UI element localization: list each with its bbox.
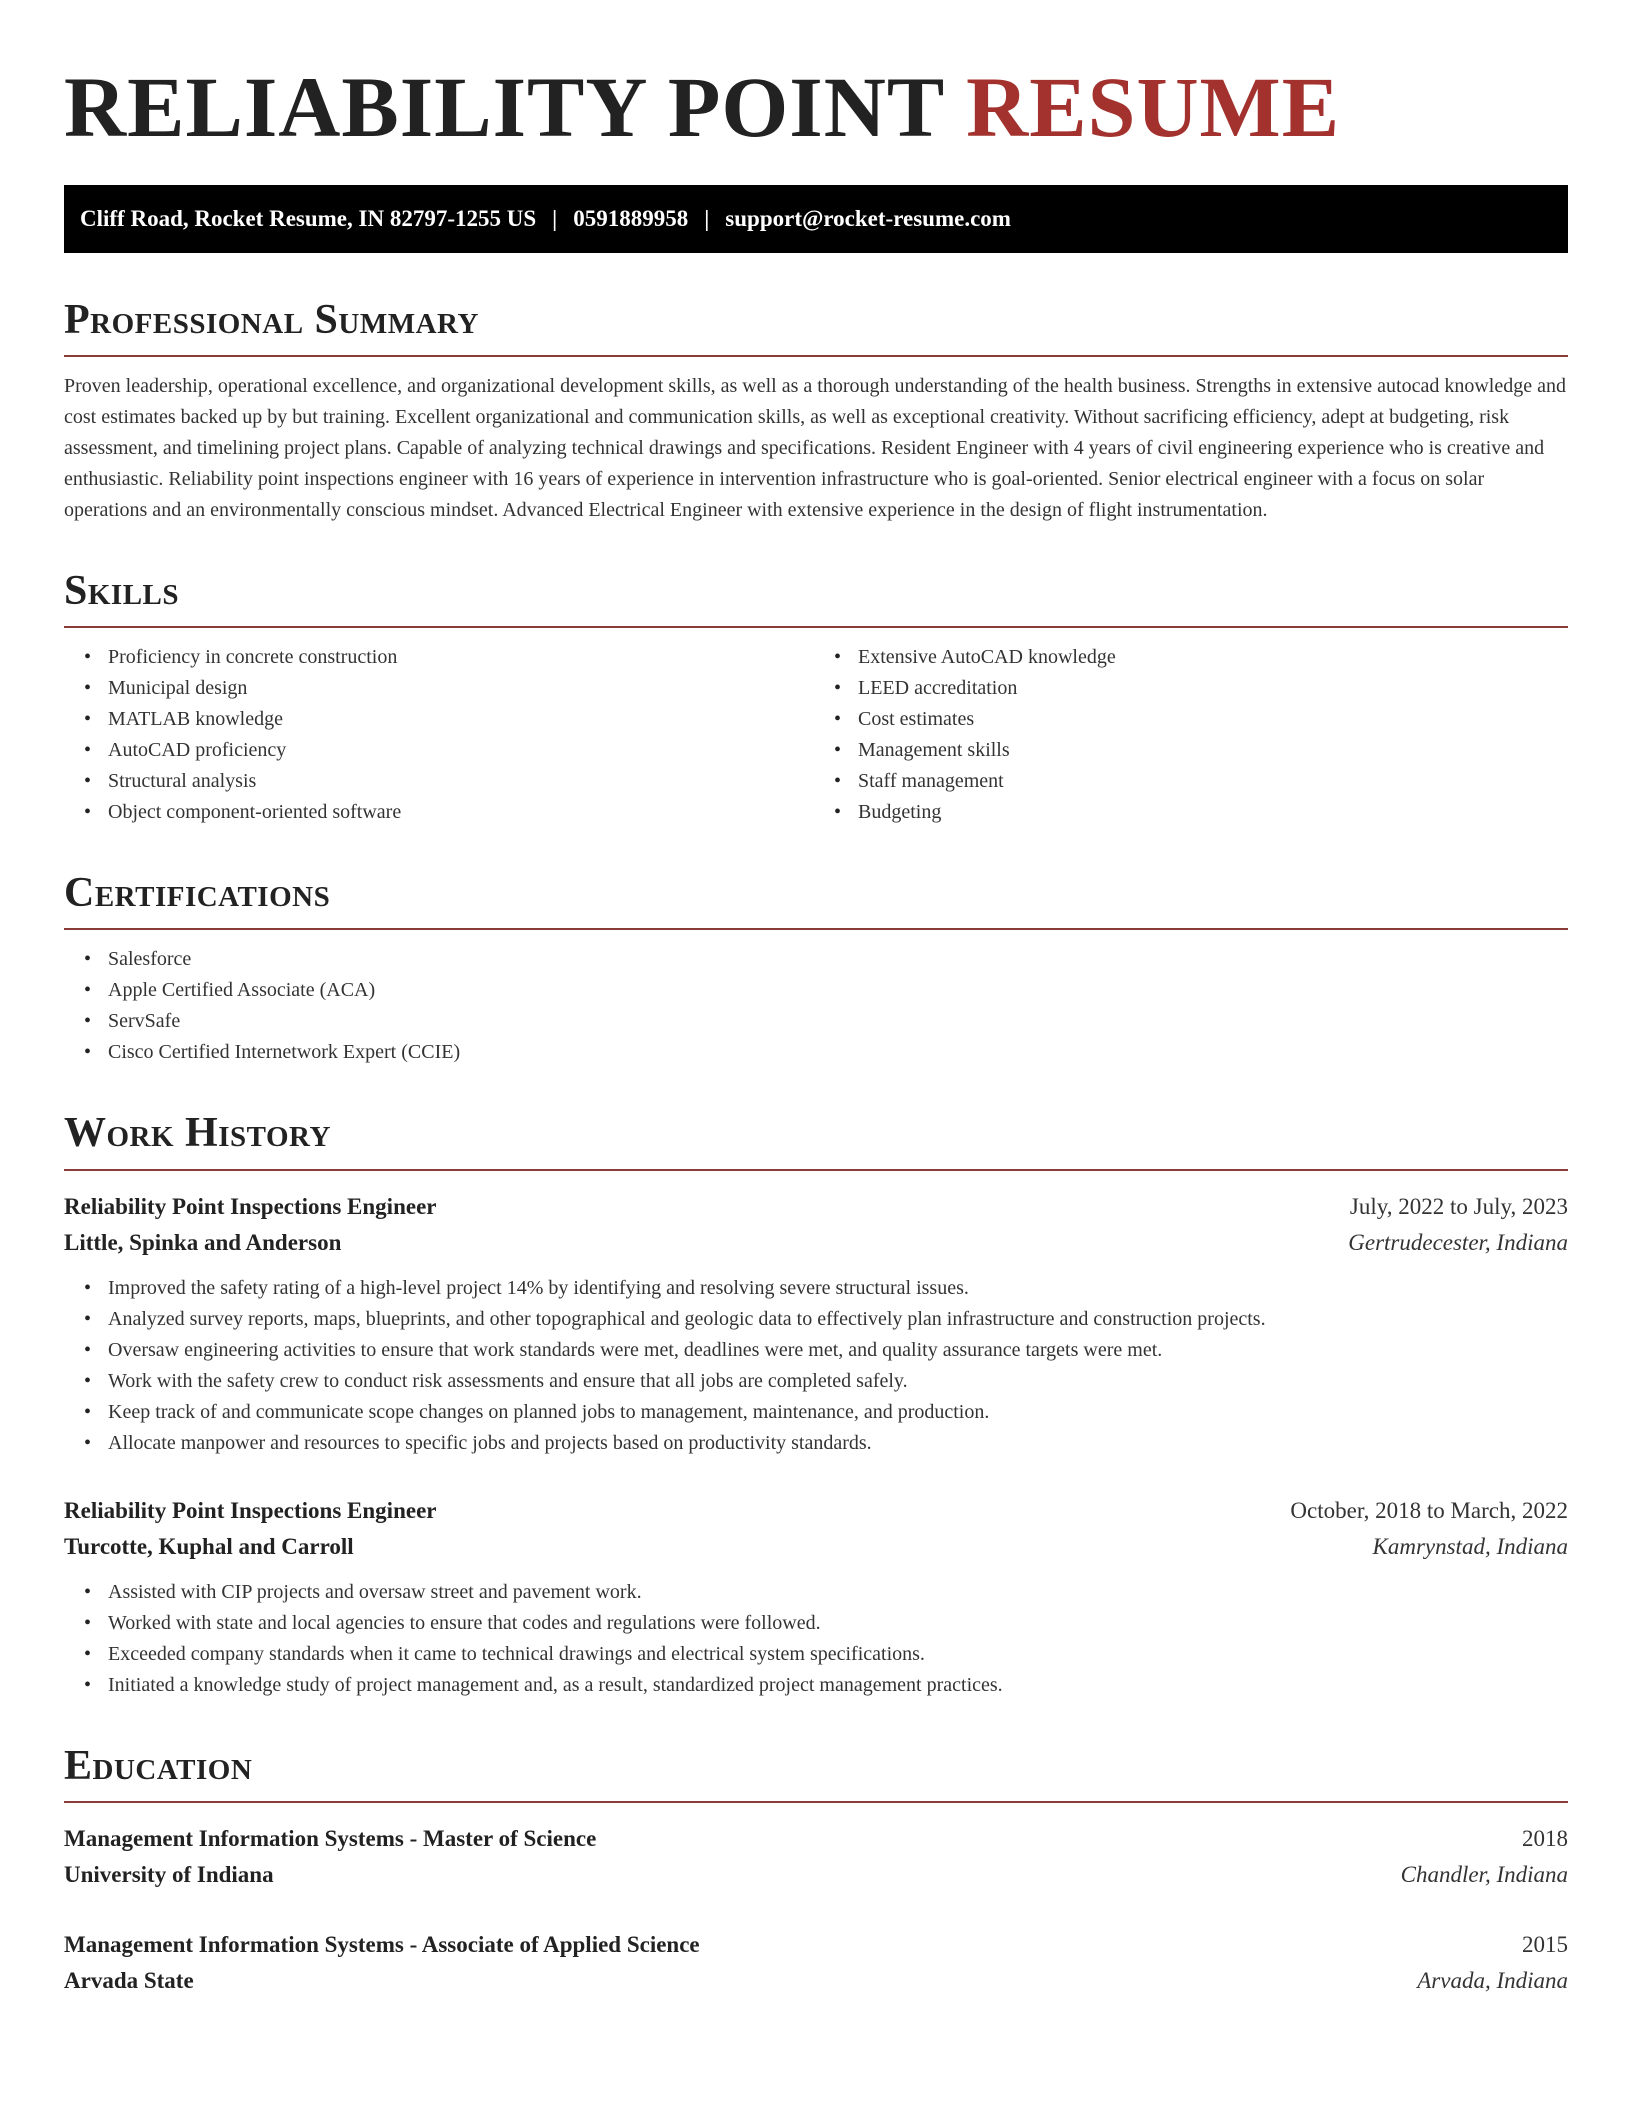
job-bullet: • Exceeded company standards when it came to technical drawings and electrical system specifications. xyxy=(84,1639,1568,1670)
skill-item: • Proficiency in concrete construction xyxy=(84,642,818,673)
summary-section xyxy=(64,297,1568,526)
contact-separator: | xyxy=(704,205,710,231)
certifications-section xyxy=(64,870,1568,1068)
skills-heading: Skills xyxy=(64,568,1568,628)
job-company-row xyxy=(64,1225,1568,1261)
skill-item: • Object component-oriented software xyxy=(84,797,818,828)
education-degree: Management Information Systems - Master of Science xyxy=(64,1825,597,1851)
contact-email: support@rocket-resume.com xyxy=(725,205,1011,231)
education-degree-row xyxy=(64,1927,1568,1963)
education-entry xyxy=(64,1821,1568,1893)
contact-address: Cliff Road, Rocket Resume, IN 82797-1255 US xyxy=(80,205,537,231)
skills-section xyxy=(64,568,1568,828)
contact-phone: 0591889958 xyxy=(573,205,689,231)
skill-item: • LEED accreditation xyxy=(834,673,1568,704)
certifications-list xyxy=(64,944,1568,1068)
job-bullet: • Initiated a knowledge study of project management and, as a result, standardized project management practices. xyxy=(84,1670,1568,1701)
skills-list-right xyxy=(818,642,1568,828)
job-entry xyxy=(64,1493,1568,1701)
job-bullet: • Analyzed survey reports, maps, blueprints, and other topographical and geologic data to effectively plan infrastructure and construction projects. xyxy=(84,1304,1568,1335)
job-bullet: • Keep track of and communicate scope changes on planned jobs to management, maintenance, and production. xyxy=(84,1397,1568,1428)
skill-item: • MATLAB knowledge xyxy=(84,704,818,735)
job-bullet: • Work with the safety crew to conduct risk assessments and ensure that all jobs are completed safely. xyxy=(84,1366,1568,1397)
job-header-row xyxy=(64,1493,1568,1529)
education-year: 2018 xyxy=(1522,1825,1568,1851)
summary-text: Proven leadership, operational excellence, and organizational development skills, as well as a thorough understanding of the health business. Strengths in extensive autocad knowledge and cost estimates backed up by but training. Excellent organizational and communication skills, as well as exceptional creativity. Without sacrificing efficiency, adept at budgeting, risk assessment, and timelining project plans. Capable of analyzing technical drawings and specifications. Resident Engineer with 4 years of civil engineering experience who is creative and enthusiastic. Reliability point inspections engineer with 16 years of experience in intervention infrastructure who is goal-oriented. Senior electrical engineer with a focus on solar operations and an environmentally conscious mindset. Advanced Electrical Engineer with extensive experience in the design of flight instrumentation. xyxy=(64,375,1566,522)
job-bullets xyxy=(64,1577,1568,1701)
job-bullet: • Worked with state and local agencies to ensure that codes and regulations were followed. xyxy=(84,1608,1568,1639)
job-company: Little, Spinka and Anderson xyxy=(64,1229,342,1255)
job-bullet: • Oversaw engineering activities to ensure that work standards were met, deadlines were met, and quality assurance targets were met. xyxy=(84,1335,1568,1366)
job-dates: October, 2018 to March, 2022 xyxy=(1290,1497,1568,1523)
job-bullet: • Improved the safety rating of a high-level project 14% by identifying and resolving severe structural issues. xyxy=(84,1273,1568,1304)
skill-item: • Budgeting xyxy=(834,797,1568,828)
education-degree: Management Information Systems - Associate of Applied Science xyxy=(64,1931,700,1957)
education-year: 2015 xyxy=(1522,1931,1568,1957)
work-history-section xyxy=(64,1110,1568,1700)
job-location: Kamrynstad, Indiana xyxy=(1372,1533,1568,1559)
title-accent: RESUME xyxy=(966,59,1341,155)
job-bullet: • Assisted with CIP projects and oversaw street and pavement work. xyxy=(84,1577,1568,1608)
contact-separator: | xyxy=(552,205,558,231)
job-entry xyxy=(64,1189,1568,1459)
skills-list-left xyxy=(64,642,818,828)
certification-item: • Salesforce xyxy=(84,944,1568,975)
skills-grid xyxy=(64,628,1568,828)
education-degree-row xyxy=(64,1821,1568,1857)
resume-title xyxy=(64,56,1568,157)
certification-item: • ServSafe xyxy=(84,1006,1568,1037)
certifications-heading: Certifications xyxy=(64,870,1568,930)
education-school: University of Indiana xyxy=(64,1861,274,1887)
skill-item: • Staff management xyxy=(834,766,1568,797)
job-company-row xyxy=(64,1529,1568,1565)
education-school-row xyxy=(64,1963,1568,1999)
certification-item: • Apple Certified Associate (ACA) xyxy=(84,975,1568,1006)
job-location: Gertrudecester, Indiana xyxy=(1348,1229,1568,1255)
skill-item: • Cost estimates xyxy=(834,704,1568,735)
job-bullets xyxy=(64,1273,1568,1459)
education-section xyxy=(64,1743,1568,1999)
contact-bar xyxy=(64,185,1568,253)
job-title: Reliability Point Inspections Engineer xyxy=(64,1193,437,1219)
job-dates: July, 2022 to July, 2023 xyxy=(1349,1193,1568,1219)
job-header-row xyxy=(64,1189,1568,1225)
title-main: RELIABILITY POINT xyxy=(64,59,944,155)
summary-heading: Professional Summary xyxy=(64,297,1568,357)
work-history-heading: Work History xyxy=(64,1110,1568,1170)
skill-item: • Structural analysis xyxy=(84,766,818,797)
education-entry xyxy=(64,1927,1568,1999)
education-school: Arvada State xyxy=(64,1967,194,1993)
education-heading: Education xyxy=(64,1743,1568,1803)
education-location: Arvada, Indiana xyxy=(1417,1967,1568,1993)
skill-item: • Management skills xyxy=(834,735,1568,766)
job-bullet: • Allocate manpower and resources to specific jobs and projects based on productivity standards. xyxy=(84,1428,1568,1459)
education-school-row xyxy=(64,1857,1568,1893)
skill-item: • AutoCAD proficiency xyxy=(84,735,818,766)
job-title: Reliability Point Inspections Engineer xyxy=(64,1497,437,1523)
skill-item: • Municipal design xyxy=(84,673,818,704)
skill-item: • Extensive AutoCAD knowledge xyxy=(834,642,1568,673)
job-company: Turcotte, Kuphal and Carroll xyxy=(64,1533,354,1559)
education-location: Chandler, Indiana xyxy=(1400,1861,1568,1887)
certification-item: • Cisco Certified Internetwork Expert (CCIE) xyxy=(84,1037,1568,1068)
